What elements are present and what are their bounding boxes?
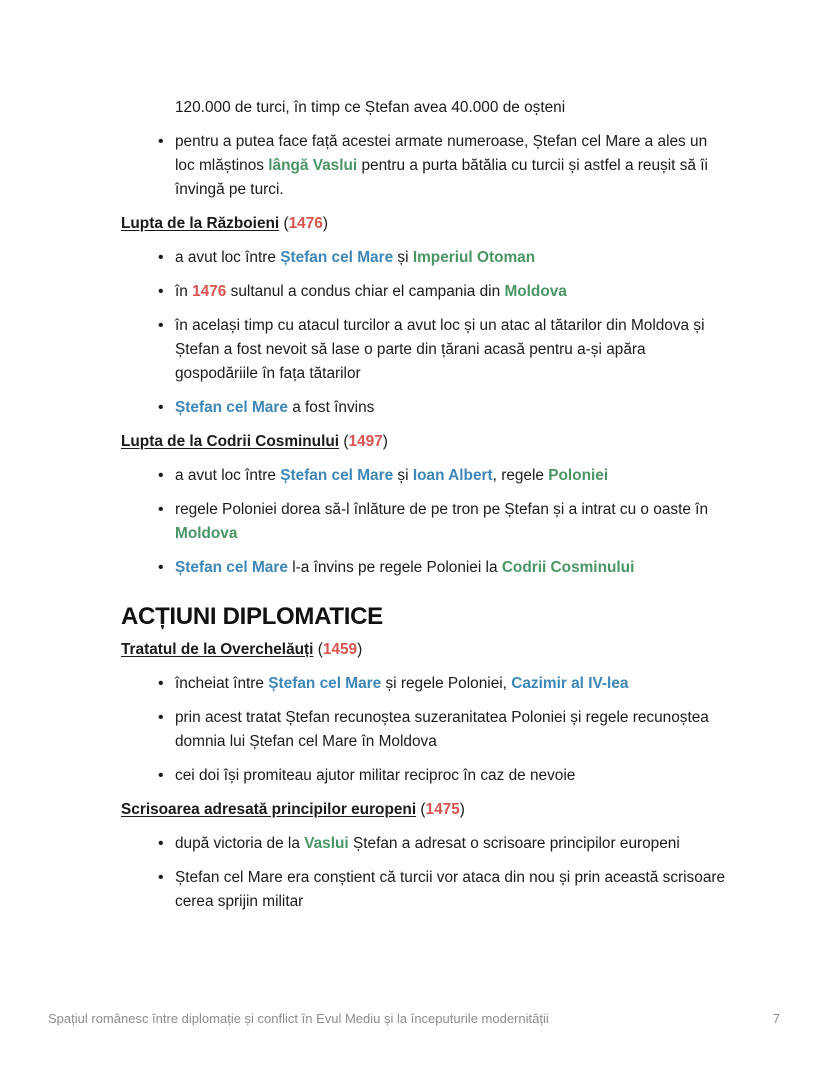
highlight-blue: Ștefan cel Mare: [175, 559, 288, 576]
highlight-green: Imperiul Otoman: [412, 249, 536, 266]
text-run: și: [393, 249, 413, 266]
highlight-blue: Ștefan cel Mare: [175, 399, 288, 416]
list-item: [121, 314, 731, 386]
subheading: Tratatul de la Overchelăuți (1459): [121, 641, 363, 658]
bullet-list: [121, 246, 731, 420]
list-item: [121, 498, 731, 546]
text-run: Ștefan cel Mare era conștient că turcii vor ataca din nou și prin această scrisoare cerea sprijin militar: [175, 869, 726, 910]
highlight-red: 1476: [192, 283, 227, 300]
text-run: pentru a purta bătălia cu turcii și astfel a reușit să îi învingă pe turci.: [175, 157, 708, 198]
highlight-green: lângă Vaslui: [268, 157, 358, 174]
list-item: [121, 556, 731, 580]
highlight-blue: Ștefan cel Mare: [268, 675, 382, 692]
highlight-blue: Ioan Albert: [412, 467, 493, 484]
text-run: prin acest tratat Ștefan recunoștea suzeranitatea Poloniei și regele recunoștea domnia lui Ștefan cel Mare în Moldova: [175, 709, 709, 750]
highlight-green: Moldova: [504, 283, 567, 300]
list-item: [121, 246, 731, 270]
battles-section: [121, 212, 731, 580]
text-run: și regele Poloniei,: [381, 675, 512, 692]
list-item: [121, 396, 731, 420]
footer-title: Spațiul românesc între diplomație și conflict în Evul Mediu și la începuturile modernității: [48, 1011, 549, 1026]
continued-text: 120.000 de turci, în timp ce Ștefan avea 40.000 de oșteni: [175, 99, 566, 116]
list-item: [121, 866, 731, 914]
text-run: a avut loc între: [175, 467, 281, 484]
intro-list: [121, 130, 731, 202]
text-run: după victoria de la: [175, 835, 305, 852]
text-run: și: [393, 467, 413, 484]
year: 1476: [288, 215, 323, 232]
page-number: 7: [772, 1011, 780, 1026]
bullet-list: [121, 832, 731, 914]
diplomacy-section: [121, 638, 731, 914]
list-item: [121, 280, 731, 304]
highlight-blue: Cazimir al IV-lea: [511, 675, 629, 692]
highlight-green: Vaslui: [304, 835, 349, 852]
text-run: a fost învins: [287, 399, 375, 416]
document-body: [121, 96, 731, 924]
bullet-list: [121, 464, 731, 580]
list-item: [121, 832, 731, 856]
text-run: în: [175, 283, 193, 300]
subheading-title: Lupta de la Codrii Cosminului: [121, 433, 340, 450]
subheading-title: Tratatul de la Overchelăuți: [121, 641, 314, 658]
subheading: Lupta de la Războieni (1476): [121, 215, 328, 232]
highlight-green: Poloniei: [548, 467, 609, 484]
subheading: Scrisoarea adresată principilor europeni (1475): [121, 801, 465, 818]
text-run: Ștefan a adresat o scrisoare principilor europeni: [348, 835, 680, 852]
list-item: [121, 764, 731, 788]
list-item: [121, 464, 731, 488]
text-run: l-a învins pe regele Poloniei la: [287, 559, 502, 576]
highlight-blue: Ștefan cel Mare: [280, 249, 394, 266]
text-run: sultanul a condus chiar el campania din: [226, 283, 505, 300]
subheading-title: Scrisoarea adresată principilor europeni: [121, 801, 417, 818]
text-run: , regele: [492, 467, 549, 484]
year: 1459: [322, 641, 358, 658]
text-run: pentru a putea face față acestei armate numeroase, Ștefan cel Mare a ales un loc mlăștinos: [175, 133, 708, 174]
text-run: în același timp cu atacul turcilor a avut loc și un atac al tătarilor din Moldova și Ștefan a fost nevoit să lase o parte din țărani acasă pentru a-și apăra gospodăriile în fața tătarilor: [175, 317, 705, 382]
text-run: regele Poloniei dorea să-l înlăture de pe tron pe Ștefan și a intrat cu o oaste în: [175, 501, 709, 518]
highlight-blue: Ștefan cel Mare: [280, 467, 394, 484]
highlight-green: Codrii Cosminului: [501, 559, 635, 576]
page-footer: [48, 1011, 780, 1026]
text-run: încheiat între: [175, 675, 269, 692]
text-run: a avut loc între: [175, 249, 281, 266]
bullet-list: [121, 672, 731, 788]
list-item: [121, 672, 731, 696]
list-item: [121, 706, 731, 754]
subheading-title: Lupta de la Războieni: [121, 215, 280, 232]
text-run: cei doi își promiteau ajutor militar reciproc în caz de nevoie: [175, 767, 576, 784]
highlight-green: Moldova: [175, 525, 238, 542]
section-heading: ACȚIUNI DIPLOMATICE: [121, 603, 383, 630]
subheading: Lupta de la Codrii Cosminului (1497): [121, 433, 388, 450]
year: 1497: [348, 433, 383, 450]
year: 1475: [425, 801, 460, 818]
list-item: [121, 130, 731, 202]
